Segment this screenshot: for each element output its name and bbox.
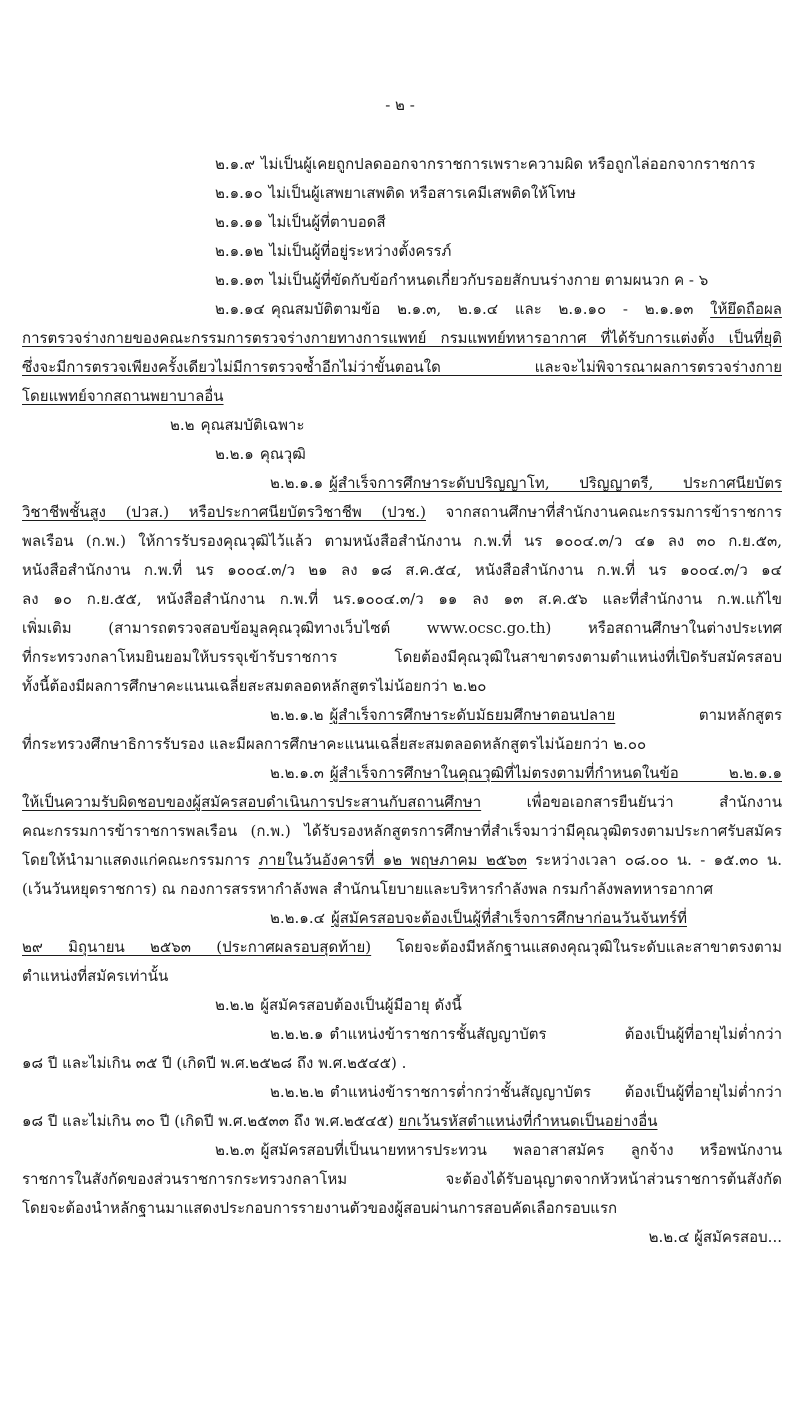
para-text-underlined: ๒๙ มิถุนายน ๒๕๖๓ (ประกาศผลรอบสุดท้าย) <box>22 938 372 956</box>
para-text-underlined: วิชาชีพชั้นสูง (ปวส.) หรือประกาศนียบัตรวิชาชีพ (ปวช.) <box>22 503 426 521</box>
para-text: ระหว่างเวลา ๐๘.๐๐ น. - ๑๕.๓๐ น. <box>535 851 782 869</box>
para-2-2-1-3-line-4 <box>22 846 782 875</box>
para-2-2-1-3 <box>22 759 782 788</box>
para-2-2-1-1-line-5: ลง ๑๐ ก.ย.๕๕, หนังสือสำนักงาน ก.พ.ที่ นร.๑๐๐๔.๓/ว ๑๑ ลง ๑๓ ส.ค.๕๖ และที่สำนักงาน ก.พ.แก้ไข <box>22 590 782 608</box>
item-number: ๒.๑.๑๓ <box>215 271 264 289</box>
para-text-underlined: ผู้สำเร็จการศึกษาระดับปริญญาโท, ปริญญาตรี, ประกาศนียบัตร <box>329 474 782 492</box>
para-2-2-1-1-line-4: หนังสือสำนักงาน ก.พ.ที่ นร ๑๐๐๔.๓/ว ๒๑ ลง ๑๘ ส.ค.๕๔, หนังสือสำนักงาน ก.พ.ที่ นร ๑๐๐๔.๓/ว ๑๔ <box>22 561 782 579</box>
item-number: ๒.๑.๑๑ <box>215 213 263 231</box>
para-2-2-1-4-line-3: ตำแหน่งที่สมัครเท่านั้น <box>22 967 169 985</box>
para-text-underlined: ยกเว้นรหัสตำแหน่งที่กำหนดเป็นอย่างอื่น <box>398 1112 658 1130</box>
para-2-2-1-4-line-2 <box>22 933 782 962</box>
para-number: ๒.๒.๒.๑ <box>270 1025 324 1043</box>
para-2-2-1-1-line-6: เพิ่มเติม (สามารถตรวจสอบข้อมูลคุณวุฒิทางเว็บไซต์ www.ocsc.go.th) หรือสถานศึกษาในต่างประเทศ <box>22 619 782 637</box>
item-2-1-12 <box>22 237 782 266</box>
section-title: คุณสมบัติเฉพาะ <box>200 416 305 434</box>
para-2-2-1-1-line-2 <box>22 498 782 527</box>
para-number: ๒.๒.๑.๑ <box>270 474 324 492</box>
section-title: ผู้สมัครสอบต้องเป็นผู้มีอายุ ดังนี้ <box>260 996 462 1014</box>
item-text-underlined: โดยแพทย์จากสถานพยาบาลอื่น <box>22 387 224 405</box>
item-number: ๒.๑.๑๒ <box>215 242 264 260</box>
item-2-1-10 <box>22 179 782 208</box>
para-text-underlined: ผู้สมัครสอบจะต้องเป็นผู้ที่สำเร็จการศึกษาก่อนวันจันทร์ที่ <box>330 909 687 927</box>
para-text-underlined: ผู้สำเร็จการศึกษาในคุณวุฒิที่ไม่ตรงตามที่กำหนดในข้อ ๒.๒.๑.๑ <box>329 764 782 782</box>
item-2-1-14-line-3: ซึ่งจะมีการตรวจเพียงครั้งเดียวไม่มีการตรวจซ้ำอีกไม่ว่าขั้นตอนใด และจะไม่พิจารณาผลการตรวจร่างกาย <box>22 358 782 376</box>
para-number: ๒.๒.๑.๔ <box>270 909 325 927</box>
para-number: ๒.๒.๑.๓ <box>270 764 324 782</box>
document-body <box>22 150 782 1252</box>
para-2-2-1-3-line-2 <box>22 788 782 817</box>
para-2-2-2-2 <box>22 1078 782 1107</box>
para-2-2-2-1-line-2: ๑๘ ปี และไม่เกิน ๓๕ ปี (เกิดปี พ.ศ.๒๕๒๘ ถึง พ.ศ.๒๕๔๕) . <box>22 1054 407 1072</box>
para-text: จากสถานศึกษาที่สำนักงานคณะกรรมการข้าราชการ <box>445 503 782 521</box>
section-number: ๒.๒.๓ <box>215 1141 255 1159</box>
item-text: ไม่เป็นผู้ที่ตาบอดสี <box>269 213 386 231</box>
item-number: ๒.๑.๙ <box>215 155 255 173</box>
section-text: ผู้สมัครสอบที่เป็นนายทหารประทวน พลอาสาสมัคร ลูกจ้าง หรือพนักงาน <box>260 1141 782 1159</box>
item-text: ไม่เป็นผู้ที่อยู่ระหว่างตั้งครรภ์ <box>269 242 452 260</box>
section-number: ๒.๒.๒ <box>215 996 255 1014</box>
section-number: ๒.๒.๑ <box>215 445 254 463</box>
section-number: ๒.๒ <box>170 416 195 434</box>
para-2-2-1-1 <box>22 469 782 498</box>
para-text: โดยจะต้องมีหลักฐานแสดงคุณวุฒิในระดับและสาขาตรงตาม <box>396 938 782 956</box>
para-2-2-2-1 <box>22 1020 782 1049</box>
item-2-1-14-line-4 <box>22 382 782 411</box>
para-2-2-2-2-line-2 <box>22 1107 782 1136</box>
item-text: ไม่เป็นผู้ที่ขัดกับข้อกำหนดเกี่ยวกับรอยสักบนร่างกาย ตามผนวก ค - ๖ <box>269 271 709 289</box>
para-2-2-1-3-line-3: คณะกรรมการข้าราชการพลเรือน (ก.พ.) ได้รับรองหลักสูตรการศึกษาที่สำเร็จมาว่ามีคุณวุฒิตรงตามประกาศรับสมัคร <box>22 822 782 840</box>
section-2-2-3 <box>22 1136 782 1165</box>
para-2-2-1-2-line-2: ที่กระทรวงศึกษาธิการรับรอง และมีผลการศึกษาคะแนนเฉลี่ยสะสมตลอดหลักสูตรไม่น้อยกว่า ๒.๐๐ <box>22 735 647 753</box>
item-text: ไม่เป็นผู้เคยถูกปลดออกจากราชการเพราะความผิด หรือถูกไล่ออกจากราชการ <box>260 155 756 173</box>
item-2-1-14 <box>22 295 782 324</box>
page-number: - ๒ - <box>385 96 415 114</box>
continuation-marker: ๒.๒.๔ ผู้สมัครสอบ... <box>648 1228 782 1246</box>
item-text-underlined: ให้ยึดถือผล <box>710 300 782 318</box>
section-2-2-3-line-3: โดยจะต้องนำหลักฐานมาแสดงประกอบการรายงานตัวของผู้สอบผ่านการสอบคัดเลือกรอบแรก <box>22 1199 618 1217</box>
para-number: ๒.๒.๑.๒ <box>270 706 324 724</box>
item-number: ๒.๑.๑๔ <box>215 300 265 318</box>
item-number: ๒.๑.๑๐ <box>215 184 263 202</box>
para-2-2-1-1-line-7: ที่กระทรวงกลาโหมยินยอมให้บรรจุเข้ารับราชการ โดยต้องมีคุณวุฒิในสาขาตรงตามตำแหน่งที่เปิดรับสมัครสอบ <box>22 648 782 666</box>
item-2-1-9 <box>22 150 782 179</box>
section-title: คุณวุฒิ <box>259 445 306 463</box>
para-2-2-1-2 <box>22 701 782 730</box>
para-number: ๒.๒.๒.๒ <box>270 1083 324 1101</box>
section-2-2-1-heading <box>22 440 782 469</box>
item-2-1-11 <box>22 208 782 237</box>
item-2-1-14-line-2: การตรวจร่างกายของคณะกรรมการตรวจร่างกายทางการแพทย์ กรมแพทย์ทหารอากาศ ที่ได้รับการแต่งตั้ง เป็นที่ยุติ <box>22 329 782 347</box>
item-2-1-13 <box>22 266 782 295</box>
section-2-2-heading <box>22 411 782 440</box>
para-2-2-1-1-line-8: ทั้งนี้ต้องมีผลการศึกษาคะแนนเฉลี่ยสะสมตลอดหลักสูตรไม่น้อยกว่า ๒.๒๐ <box>22 677 487 695</box>
para-2-2-1-1-line-3: พลเรือน (ก.พ.) ให้การรับรองคุณวุฒิไว้แล้ว ตามหนังสือสำนักงาน ก.พ.ที่ นร ๑๐๐๔.๓/ว ๔๑ ลง ๓๐ ก.ย.๕๓, <box>22 532 782 550</box>
para-text: ตำแหน่งข้าราชการชั้นสัญญาบัตร ต้องเป็นผู้ที่อายุไม่ต่ำกว่า <box>329 1025 782 1043</box>
para-text: ตามหลักสูตร <box>698 706 782 724</box>
item-text: ไม่เป็นผู้เสพยาเสพติด หรือสารเคมีเสพติดให้โทษ <box>268 184 576 202</box>
para-2-2-1-3-line-5: (เว้นวันหยุดราชการ) ณ กองการสรรหากำลังพล สำนักนโยบายและบริหารกำลังพล กรมกำลังพลทหารอากาศ <box>22 880 714 898</box>
para-text-underlined: ให้เป็นความรับผิดชอบของผู้สมัครสอบดำเนินการประสานกับสถานศึกษา <box>22 793 482 811</box>
item-text: คุณสมบัติตามข้อ ๒.๑.๓, ๒.๑.๔ และ ๒.๑.๑๐ - ๒.๑.๑๓ <box>270 300 694 318</box>
para-text: เพื่อขอเอกสารยืนยันว่า สำนักงาน <box>526 793 782 811</box>
para-text: ตำแหน่งข้าราชการต่ำกว่าชั้นสัญญาบัตร ต้องเป็นผู้ที่อายุไม่ต่ำกว่า <box>329 1083 782 1101</box>
para-text-underlined: ภายในวันอังคารที่ ๑๒ พฤษภาคม ๒๕๖๓ <box>258 851 527 869</box>
para-text: ๑๘ ปี และไม่เกิน ๓๐ ปี (เกิดปี พ.ศ.๒๕๓๓ ถึง พ.ศ.๒๕๔๕) <box>22 1112 394 1130</box>
para-2-2-1-4 <box>22 904 782 933</box>
para-text-underlined: ผู้สำเร็จการศึกษาระดับมัธยมศึกษาตอนปลาย <box>329 706 616 724</box>
section-2-2-3-line-2: ราชการในสังกัดของส่วนราชการกระทรวงกลาโหม จะต้องได้รับอนุญาตจากหัวหน้าส่วนราชการต้นสังกัด <box>22 1170 782 1188</box>
para-text: โดยให้นำมาแสดงแก่คณะกรรมการ <box>22 851 251 869</box>
section-2-2-2-heading <box>22 991 782 1020</box>
